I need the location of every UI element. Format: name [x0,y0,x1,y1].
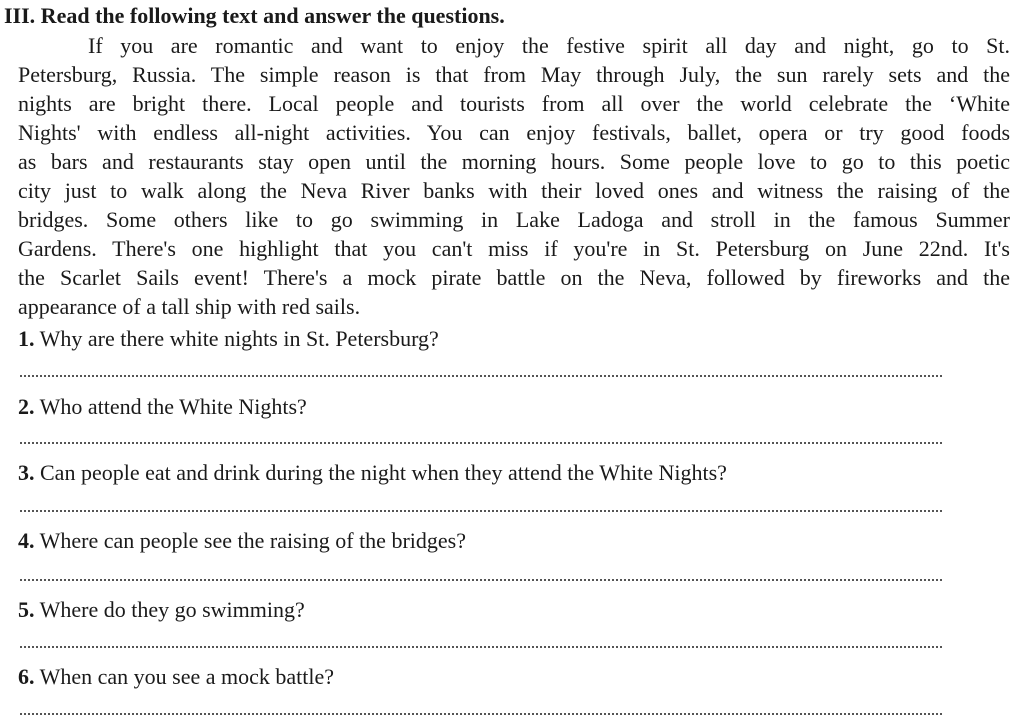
passage-line: Gardens. There's one highlight that you can't miss if you're in St. Petersburg on June 22nd. It's [18,236,1010,261]
answer-line-3[interactable] [20,510,942,512]
answer-line-4[interactable] [20,579,942,581]
question-number: 3. [18,460,35,485]
question-text: Where can people see the raising of the bridges? [34,528,466,553]
passage-line: the Scarlet Sails event! There's a mock pirate battle on the Neva, followed by fireworks and the [18,265,1010,290]
question-number: 4. [18,528,35,553]
passage-line: nights are bright there. Local people and tourists from all over the world celebrate the ‘White [18,91,1010,116]
question-number: 2. [18,394,35,419]
answer-line-2[interactable] [20,442,942,444]
question-5 [18,596,305,624]
passage-line: appearance of a tall ship with red sails. [18,294,361,319]
passage-line: Nights' with endless all-night activities. You can enjoy festivals, ballet, opera or try good foods [18,120,1010,145]
question-text: Why are there white nights in St. Petersburg? [34,326,439,351]
question-text: Where do they go swimming? [34,597,305,622]
reading-passage [18,31,1010,321]
passage-line: city just to walk along the Neva River banks with their loved ones and witness the raising of the [18,178,1010,203]
question-text: When can you see a mock battle? [34,664,335,689]
answer-line-6[interactable] [20,713,942,715]
question-text: Can people eat and drink during the night when they attend the White Nights? [34,460,727,485]
passage-line: bridges. Some others like to go swimming in Lake Ladoga and stroll in the famous Summer [18,207,1010,232]
question-number: 6. [18,664,35,689]
question-1 [18,325,439,353]
question-number: 5. [18,597,35,622]
question-4 [18,527,466,555]
answer-line-1[interactable] [20,375,942,377]
section-heading: III. Read the following text and answer the questions. [4,3,505,28]
question-2 [18,393,307,421]
answer-line-5[interactable] [20,646,942,648]
question-6 [18,663,334,691]
question-text: Who attend the White Nights? [34,394,307,419]
question-3 [18,459,727,487]
passage-line: If you are romantic and want to enjoy the festive spirit all day and night, go to St. [88,33,1010,58]
passage-line: as bars and restaurants stay open until the morning hours. Some people love to go to this poetic [18,149,1010,174]
passage-line: Petersburg, Russia. The simple reason is that from May through July, the sun rarely sets and the [18,62,1010,87]
question-number: 1. [18,326,35,351]
